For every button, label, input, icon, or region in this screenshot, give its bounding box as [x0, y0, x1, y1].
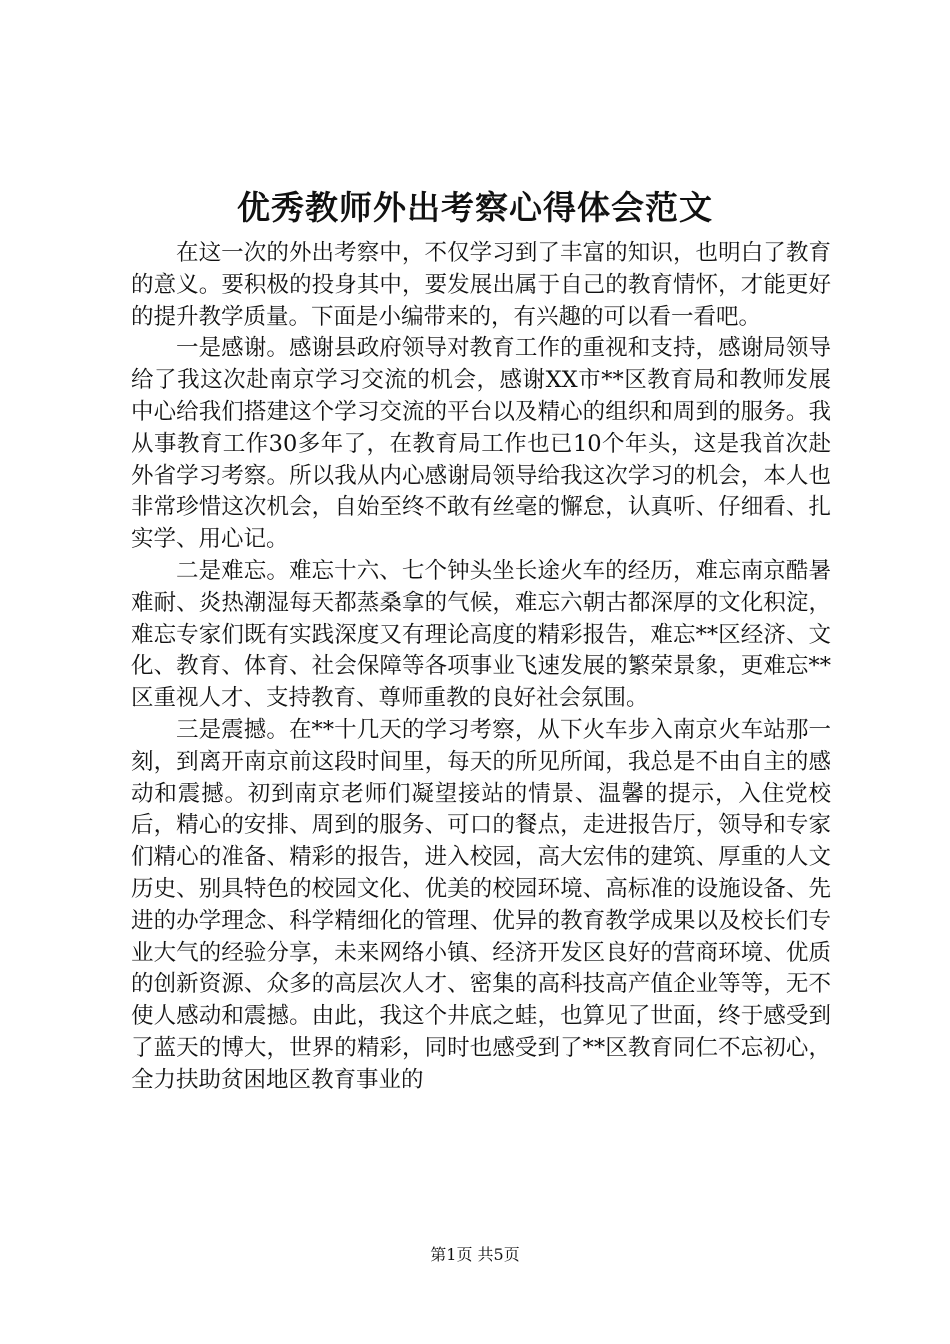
paragraph-memorable: 二是难忘。难忘十六、七个钟头坐长途火车的经历，难忘南京酷暑难耐、炎热潮湿每天都蒸桑拿的气候，难忘六朝古都深厚的文化积淀，难忘专家们既有实践深度又有理论高度的精彩报告，难忘**区经济、文化、教育、体育、社会保障等各项事业飞速发展的繁荣景象，更难忘**区重视人才、支持教育、尊师重教的良好社会氛围。 [131, 557, 831, 712]
paragraph-intro: 在这一次的外出考察中，不仅学习到了丰富的知识，也明白了教育的意义。要积极的投身其中，要发展出属于自己的教育情怀，才能更好的提升教学质量。下面是小编带来的，有兴趣的可以看一看吧。 [131, 240, 831, 330]
document-body [131, 238, 831, 1097]
page-footer: 第1页 共5页 [430, 1245, 520, 1264]
paragraph-gratitude: 一是感谢。感谢县政府领导对教育工作的重视和支持，感谢局领导给了我这次赴南京学习交流的机会，感谢XX市**区教育局和教师发展中心给我们搭建这个学习交流的平台以及精心的组织和周到的服务。我从事教育工作30多年了，在教育局工作也已10个年头，这是我首次赴外省学习考察。所以我从内心感谢局领导给我这次学习的机会，本人也非常珍惜这次机会，自始至终不敢有丝毫的懈怠，认真听、仔细看、扎实学、用心记。 [131, 335, 831, 553]
document-title: 优秀教师外出考察心得体会范文 [237, 188, 713, 227]
paragraph-impressed: 三是震撼。在**十几天的学习考察，从下火车步入南京火车站那一刻，到离开南京前这段时间里，每天的所见所闻，我总是不由自主的感动和震撼。初到南京老师们凝望接站的情景、温馨的提示，入住党校后，精心的安排、周到的服务、可口的餐点，走进报告厅，领导和专家们精心的准备、精彩的报告，进入校园，高大宏伟的建筑、厚重的人文历史、别具特色的校园文化、优美的校园环境、高标准的设施设备、先进的办学理念、科学精细化的管理、优异的教育教学成果以及校长们专业大气的经验分享，未来网络小镇、经济开发区良好的营商环境、优质的创新资源、众多的高层次人才、密集的高科技高产值企业等等，无不使人感动和震撼。由此，我这个井底之蛙，也算见了世面，终于感受到了蓝天的博大，世界的精彩，同时也感受到了**区教育同仁不忘初心，全力扶助贫困地区教育事业的 [131, 716, 831, 1093]
